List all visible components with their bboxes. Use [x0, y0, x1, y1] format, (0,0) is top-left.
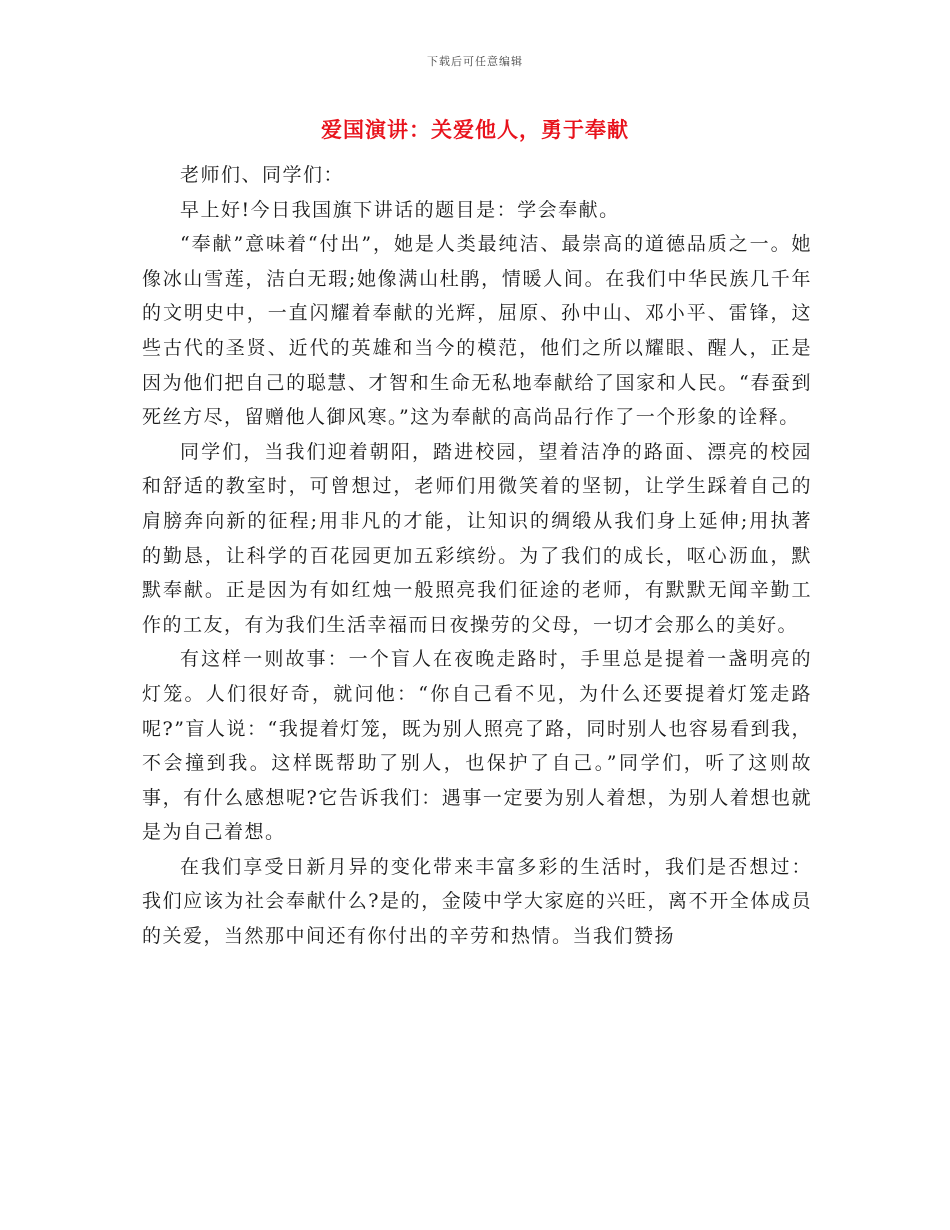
- paragraph-3: 同学们，当我们迎着朝阳，踏进校园，望着洁净的路面、漂亮的校园和舒适的教室时，可曾想过，老师们用微笑着的坚韧，让学生踩着自己的肩膀奔向新的征程;用非凡的才能，让知识的绸缎从我们身上延伸;用执著的勤恳，让科学的百花园更加五彩缤纷。为了我们的成长，呕心沥血，默默奉献。正是因为有如红烛一般照亮我们征途的老师，有默默无闻辛勤工作的工友，有为我们生活幸福而日夜操劳的父母，一切才会那么的美好。: [142, 440, 812, 636]
- paragraph-1: 早上好!今日我国旗下讲话的题目是：学会奉献。: [180, 198, 620, 221]
- header-note: 下载后可任意编辑: [427, 55, 523, 68]
- paragraph-5: 在我们享受日新月异的变化带来丰富多彩的生活时，我们是否想过：我们应该为社会奉献什么?是的，金陵中学大家庭的兴旺，离不开全体成员的关爱，当然那中间还有你付出的辛劳和热情。当我们赞扬: [142, 855, 812, 948]
- greeting: 老师们、同学们：: [180, 164, 345, 186]
- document-body: [142, 158, 812, 954]
- paragraph-2: “奉献”意味着“付出”，她是人类最纯洁、最崇高的道德品质之一。她像冰山雪莲，洁白无瑕;她像满山杜鹃，情暖人间。在我们中华民族几千年的文明史中，一直闪耀着奉献的光辉，屈原、孙中山、邓小平、雷锋，这些古代的圣贤、近代的英雄和当今的模范，他们之所以耀眼、醒人，正是因为他们把自己的聪慧、才智和生命无私地奉献给了国家和人民。“春蚕到死丝方尽，留赠他人御风寒。”这为奉献的高尚品行作了一个形象的诠释。: [142, 233, 812, 429]
- document-title: 爱国演讲：关爱他人，勇于奉献: [321, 118, 629, 142]
- paragraph-4: 有这样一则故事：一个盲人在夜晚走路时，手里总是提着一盏明亮的灯笼。人们很好奇，就问他：“你自己看不见，为什么还要提着灯笼走路呢?”盲人说：“我提着灯笼，既为别人照亮了路，同时别人也容易看到我，不会撞到我。这样既帮助了别人，也保护了自己。”同学们，听了这则故事，有什么感想呢?它告诉我们：遇事一定要为别人着想，为别人着想也就是为自己着想。: [142, 648, 812, 844]
